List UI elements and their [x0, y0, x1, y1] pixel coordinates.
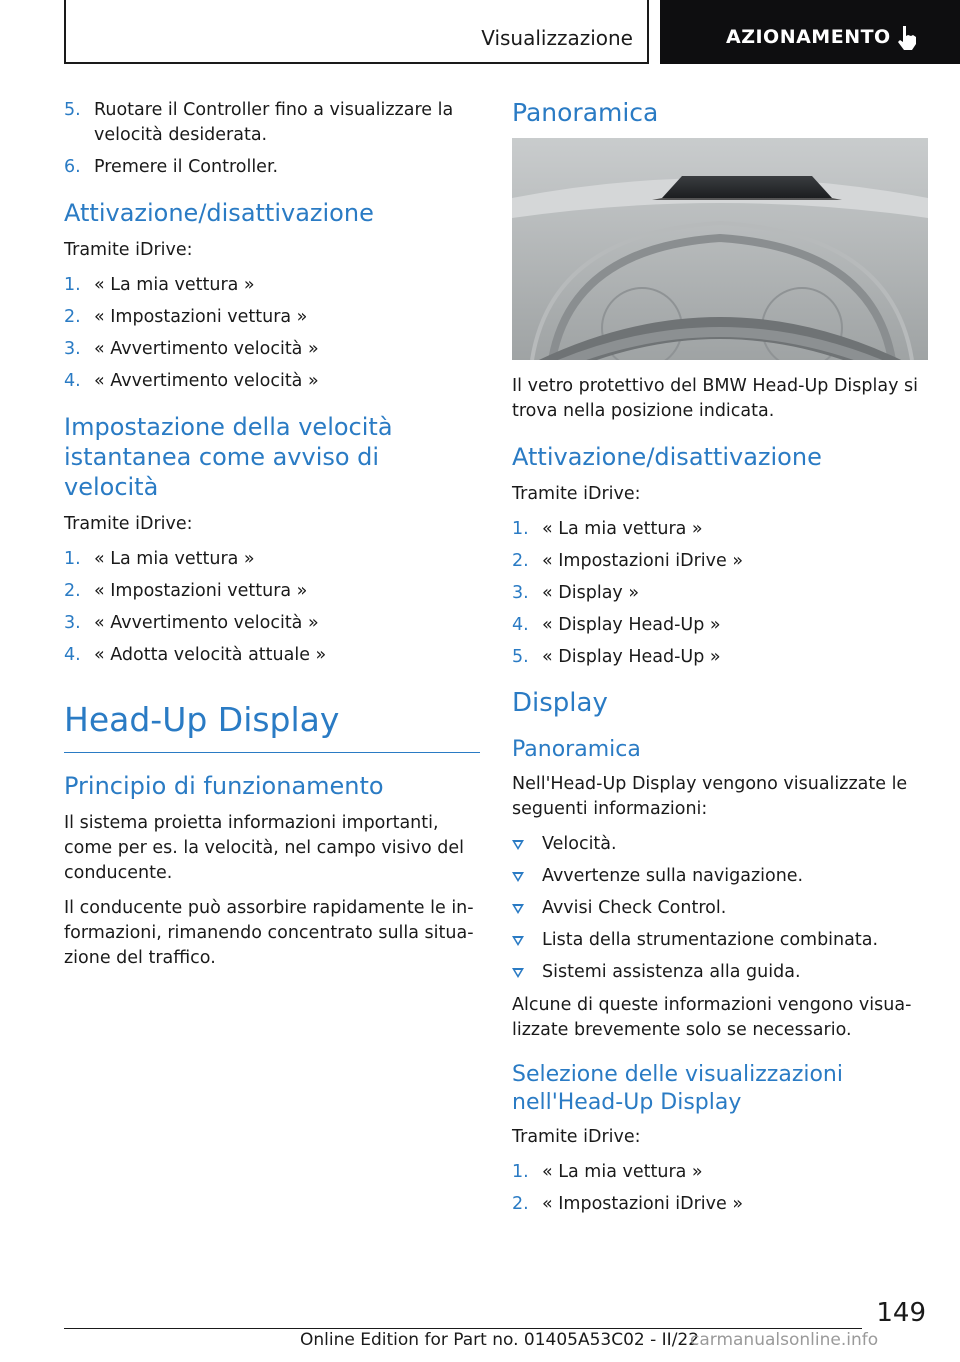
step-number: 2. [512, 1194, 529, 1214]
via-idrive-text: Tramite iDrive: [512, 484, 641, 504]
list-item [64, 643, 480, 668]
step-number: 5. [512, 647, 529, 667]
bullet-text: Avvisi Check Control. [542, 898, 727, 918]
step-text: « Avvertimento velocità » [94, 613, 319, 633]
step-text: « Impostazioni iDrive » [542, 1194, 744, 1214]
triangle-bullet-icon [512, 840, 524, 850]
list-item [64, 611, 480, 636]
step-number: 2. [512, 551, 529, 571]
step-text: « La mia vettura » [94, 275, 255, 295]
step-text: « Avvertimento velocità » [94, 339, 319, 359]
header-section-box [660, 0, 960, 64]
triangle-bullet-icon [512, 872, 524, 882]
display-note: Alcune di queste informazioni vengono visualizzate brevemente solo se necessario. [512, 995, 912, 1040]
via-idrive-text: Tramite iDrive: [64, 514, 193, 534]
list-item [64, 369, 480, 394]
list-item [512, 1192, 928, 1217]
list-item [64, 337, 480, 362]
step-text: « Impostazioni vettura » [94, 307, 308, 327]
step-text: Premere il Controller. [94, 157, 279, 177]
steps-selection [512, 1160, 928, 1217]
step-text: « Avvertimento velocità » [94, 371, 319, 391]
step-number: 4. [64, 645, 81, 665]
step-number: 2. [64, 581, 81, 601]
header-title-box [64, 0, 649, 64]
list-item [512, 1160, 928, 1185]
display-intro: Nell'Head-Up Display vengono visualizzate le seguenti informazioni: [512, 774, 908, 819]
right-column [512, 98, 928, 1224]
footer-watermark: carmanualsonline.info [690, 1330, 879, 1350]
list-item [512, 645, 928, 670]
list-item [512, 960, 928, 985]
via-idrive-text: Tramite iDrive: [512, 1127, 641, 1147]
bullet-text: Lista della strumentazione combinata. [542, 930, 879, 950]
list-item [512, 613, 928, 638]
step-number: 3. [64, 613, 81, 633]
step-number: 4. [512, 615, 529, 635]
heading-principle: Principio di funzionamento [64, 772, 384, 800]
step-number: 3. [512, 583, 529, 603]
steps-activation [64, 273, 480, 394]
triangle-bullet-icon [512, 904, 524, 914]
step-number: 1. [64, 275, 81, 295]
steps-continued [64, 98, 480, 180]
heading-panoramica: Panoramica [512, 737, 641, 762]
heading-overview: Panoramica [512, 98, 659, 127]
bullet-text: Velocità. [542, 834, 617, 854]
list-item [512, 581, 928, 606]
list-item [512, 549, 928, 574]
principle-paragraph-1: Il sistema proietta informazioni importanti, come per es. la velocità, nel campo visivo del conducente. [64, 813, 464, 883]
list-item [64, 155, 480, 180]
footer-divider [64, 1328, 862, 1329]
step-text: « La mia vettura » [542, 519, 703, 539]
step-number: 1. [512, 519, 529, 539]
footer-edition: Online Edition for Part no. 01405A53C02 - II/22 [300, 1330, 700, 1350]
step-text: « Impostazioni vettura » [94, 581, 308, 601]
step-text: Ruotare il Controller fino a visualizzare la velocità desiderata. [94, 100, 454, 145]
triangle-bullet-icon [512, 968, 524, 978]
list-item [512, 896, 928, 921]
list-item [64, 579, 480, 604]
list-item [64, 98, 480, 148]
step-text: « Display Head-Up » [542, 647, 721, 667]
hud-dashboard-image [512, 138, 928, 360]
dashboard-illustration [512, 138, 928, 360]
via-idrive-text: Tramite iDrive: [64, 240, 193, 260]
heading-activation: Attivazione/disattivazione [64, 199, 374, 227]
header-title: Visualizzazione [481, 26, 633, 50]
step-number: 3. [64, 339, 81, 359]
list-item [64, 547, 480, 572]
bullet-text: Sistemi assistenza alla guida. [542, 962, 801, 982]
list-item [512, 928, 928, 953]
hand-pointer-icon [894, 24, 920, 52]
steps-activation [512, 517, 928, 670]
bullet-text: Avvertenze sulla navigazione. [542, 866, 804, 886]
step-number: 4. [64, 371, 81, 391]
heading-head-up-display: Head-Up Display [64, 700, 480, 753]
step-number: 2. [64, 307, 81, 327]
step-text: « Display » [542, 583, 640, 603]
triangle-bullet-icon [512, 936, 524, 946]
step-text: « Adotta velocità attuale » [94, 645, 327, 665]
heading-set-speed: Impostazione della velocità istantanea come avviso di velocità [64, 413, 393, 501]
steps-set-speed [64, 547, 480, 668]
step-text: « La mia vettura » [94, 549, 255, 569]
step-number: 1. [512, 1162, 529, 1182]
image-caption: Il vetro protettivo del BMW Head-Up Display si trova nella posizione indicata. [512, 376, 918, 421]
step-text: « La mia vettura » [542, 1162, 703, 1182]
left-column [64, 98, 480, 981]
step-text: « Display Head-Up » [542, 615, 721, 635]
list-item [512, 517, 928, 542]
step-number: 6. [64, 157, 81, 177]
header-section: AZIONAMENTO [726, 26, 891, 48]
list-item [64, 305, 480, 330]
step-number: 1. [64, 549, 81, 569]
step-number: 5. [64, 100, 81, 120]
heading-activation: Attivazione/disattivazione [512, 443, 822, 471]
list-item [512, 832, 928, 857]
heading-selection: Selezione delle visualizzazioni nell'Head-Up Display [512, 1062, 843, 1115]
list-item [512, 864, 928, 889]
heading-display: Display [512, 688, 608, 718]
list-item [64, 273, 480, 298]
step-text: « Impostazioni iDrive » [542, 551, 744, 571]
page-number: 149 [876, 1298, 926, 1328]
principle-paragraph-2: Il conducente può assorbire rapidamente le informazioni, rimanendo concentrato sulla situazione del traffico. [64, 898, 474, 968]
display-info-list [512, 832, 928, 985]
